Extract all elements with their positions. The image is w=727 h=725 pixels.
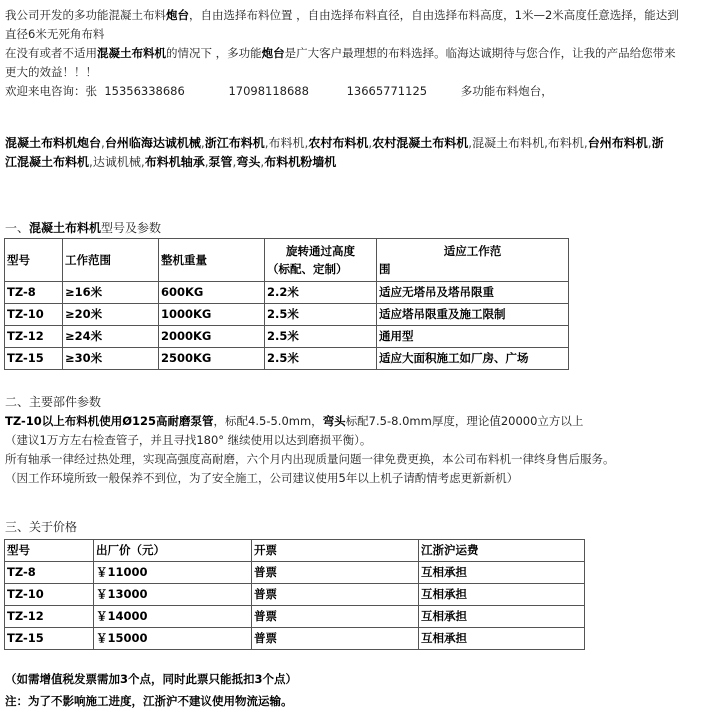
cell: 2.5米 xyxy=(265,348,377,370)
keyword-link[interactable]: 农村布料机 xyxy=(308,136,369,150)
section2 xyxy=(5,393,723,488)
note-invoice: （如需增值税发票需加3个点，同时此票只能抵扣3个点） xyxy=(5,672,298,686)
header-cell: 出厂价（元） xyxy=(94,540,252,562)
keyword-link[interactable]: 布料机 xyxy=(547,136,584,150)
section2-line-4: （因工作环境所致一般保养不到位，为了安全施工，公司建议使用5年以上机子请酌情考虑更新新机） xyxy=(5,471,519,485)
section3-title: 三、关于价格 xyxy=(5,520,78,534)
note-shipping: 注：为了不影响施工进度，江浙沪不建议使用物流运输。 xyxy=(5,694,293,708)
table-row xyxy=(5,304,569,326)
header-cell: 型号 xyxy=(5,239,63,282)
cell: ￥15000 xyxy=(94,628,252,650)
cell: 2000KG xyxy=(159,326,265,348)
table-row xyxy=(5,584,585,606)
cell: TZ-10 xyxy=(5,584,94,606)
keyword-link[interactable]: 江混凝土布料机 xyxy=(5,155,90,169)
cell: 1000KG xyxy=(159,304,265,326)
keyword-link[interactable]: 弯头 xyxy=(236,155,261,169)
section2-line-1: TZ-10以上布料机使用Ø125高耐磨泵管，标配4.5-5.0mm，弯头标配7.5-8.0mm厚度，理论值20000立方以上 xyxy=(5,414,584,428)
contact-label: 欢迎来电咨询：张 xyxy=(5,84,97,98)
phone-1[interactable]: 15356338686 xyxy=(104,84,185,98)
header-cell: 开票 xyxy=(252,540,419,562)
section1-title: 一、混凝土布料机型号及参数 xyxy=(5,221,162,235)
cell: ￥11000 xyxy=(94,562,252,584)
cell: TZ-8 xyxy=(5,562,94,584)
cell: 2.5米 xyxy=(265,326,377,348)
cell: TZ-10 xyxy=(5,304,63,326)
cell: TZ-12 xyxy=(5,606,94,628)
keyword-link[interactable]: 达诚机械 xyxy=(92,155,141,169)
header-cell: 整机重量 xyxy=(159,239,265,282)
cell: 普票 xyxy=(252,606,419,628)
cell: 普票 xyxy=(252,584,419,606)
contact-line xyxy=(5,82,723,101)
table-row xyxy=(5,562,585,584)
cell: ≥20米 xyxy=(63,304,159,326)
keyword-link[interactable]: 农村混凝土布料机 xyxy=(372,136,469,150)
phone-3[interactable]: 13665771125 xyxy=(346,84,428,98)
cell: 普票 xyxy=(252,628,419,650)
keyword-line-1: 混凝土布料机炮台,台州临海达诚机械,浙江布料机,布料机,农村布料机,农村混凝土布料机,混凝土布料机,布料机,台州布料机,浙 xyxy=(5,136,664,150)
header-cell-range: 适应工作范 围 xyxy=(377,239,569,282)
phone-2[interactable]: 17098118688 xyxy=(228,84,309,98)
intro-line-2: 直径6米无死角布料 xyxy=(5,27,105,41)
keyword-line-2: 江混凝土布料机,达诚机械,布料机轴承,泵管,弯头,布料机粉墙机 xyxy=(5,155,337,169)
cell: ￥14000 xyxy=(94,606,252,628)
cell: 2500KG xyxy=(159,348,265,370)
keyword-link[interactable]: 布料机轴承 xyxy=(144,155,205,169)
keyword-link[interactable]: 混凝土布料机 xyxy=(472,136,545,150)
header-cell: 工作范围 xyxy=(63,239,159,282)
table-row xyxy=(5,282,569,304)
cell: ≥16米 xyxy=(63,282,159,304)
cell: 普票 xyxy=(252,562,419,584)
cell: 适应无塔吊及塔吊限重 xyxy=(377,282,569,304)
keyword-link[interactable]: 台州临海达诚机械 xyxy=(104,136,201,150)
cell: 互相承担 xyxy=(419,562,585,584)
table-row xyxy=(5,606,585,628)
price-table-header xyxy=(5,540,585,562)
cell: 适应塔吊限重及施工限制 xyxy=(377,304,569,326)
intro-line-3: 在没有或者不适用混凝土布料机的情况下 ，多功能炮台是广大客户最理想的布料选择。临海达诚期待与您合作，让我的产品给您带来 xyxy=(5,46,676,60)
cell: TZ-15 xyxy=(5,628,94,650)
keyword-link[interactable]: 布料机 xyxy=(268,136,305,150)
table-row xyxy=(5,628,585,650)
keyword-link[interactable]: 浙江布料机 xyxy=(204,136,265,150)
cell: 2.5米 xyxy=(265,304,377,326)
contact-tail: 多功能布料炮台， xyxy=(460,84,553,98)
spec-table-header xyxy=(5,239,569,282)
intro-line-4: 更大的效益！！！ xyxy=(5,65,97,79)
keyword-links xyxy=(5,134,723,172)
cell: TZ-12 xyxy=(5,326,63,348)
keyword-link[interactable]: 布料机粉墙机 xyxy=(264,155,337,169)
cell: 互相承担 xyxy=(419,584,585,606)
cell: 2.2米 xyxy=(265,282,377,304)
header-cell-height: 旋转通过高度 （标配、定制） xyxy=(265,239,377,282)
table-row xyxy=(5,348,569,370)
cell: 适应大面积施工如厂房、广场 xyxy=(377,348,569,370)
section2-line-3: 所有轴承一律经过热处理，实现高强度高耐磨，六个月内出现质量问题一律免费更换，本公司布料机一律终身售后服务。 xyxy=(5,452,615,466)
cell: 互相承担 xyxy=(419,628,585,650)
price-table xyxy=(4,539,585,650)
keyword-link[interactable]: 混凝土布料机炮台 xyxy=(5,136,102,150)
keyword-link[interactable]: 台州布料机 xyxy=(587,136,648,150)
spec-table xyxy=(4,238,569,370)
cell: 600KG xyxy=(159,282,265,304)
cell: TZ-8 xyxy=(5,282,63,304)
intro-line-1: 我公司开发的多功能混凝土布料炮台，自由选择布料位置 ，自由选择布料直径，自由选择布料高度，1米—2米高度任意选择，能达到 xyxy=(5,8,679,22)
cell: 通用型 xyxy=(377,326,569,348)
header-cell: 型号 xyxy=(5,540,94,562)
cell: 互相承担 xyxy=(419,606,585,628)
cell: TZ-15 xyxy=(5,348,63,370)
header-cell: 江浙沪运费 xyxy=(419,540,585,562)
cell: ￥13000 xyxy=(94,584,252,606)
section2-title: 二、主要部件参数 xyxy=(5,395,102,409)
cell: ≥24米 xyxy=(63,326,159,348)
notes xyxy=(5,670,723,711)
keyword-link[interactable]: 浙 xyxy=(651,136,664,150)
table-row xyxy=(5,326,569,348)
section2-line-2: （建议1万方左右检查管子，并且寻找180° 继续使用以达到磨损平衡）。 xyxy=(5,433,372,447)
cell: ≥30米 xyxy=(63,348,159,370)
keyword-link[interactable]: 泵管 xyxy=(208,155,233,169)
intro-paragraph xyxy=(5,6,723,101)
